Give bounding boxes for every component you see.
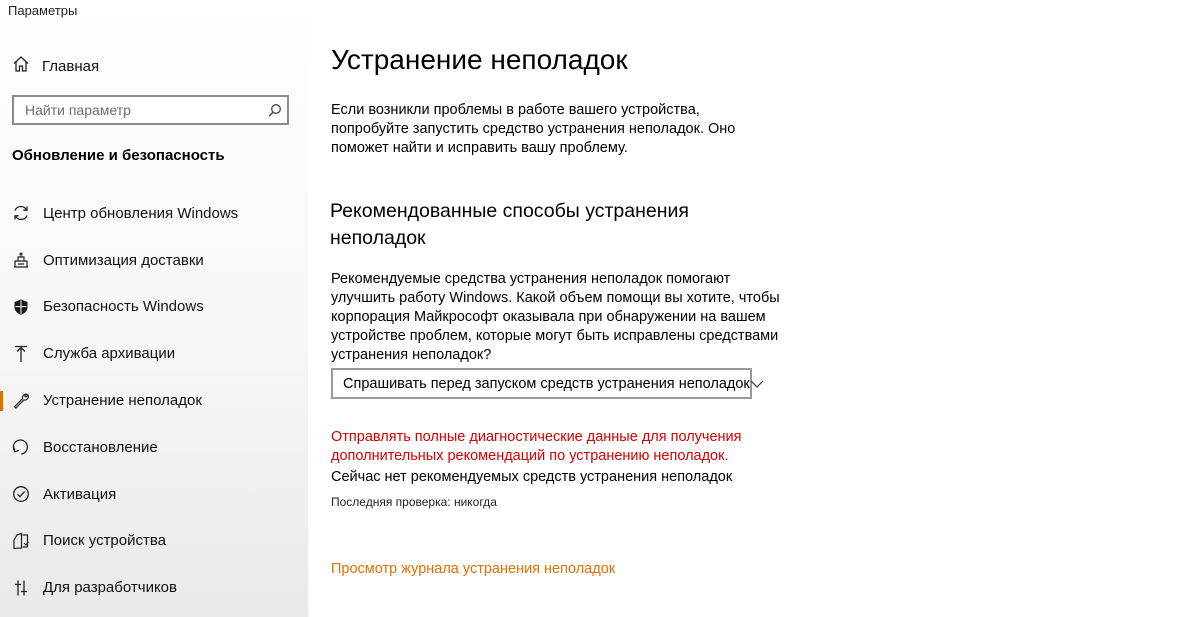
home-nav-item[interactable] (12, 56, 99, 76)
status-text: Сейчас нет рекомендуемых средств устранения неполадок (331, 469, 733, 485)
developer-icon (11, 578, 31, 598)
sidebar-item-troubleshoot[interactable] (0, 377, 308, 424)
sidebar-item-label: Восстановление (43, 438, 158, 456)
intro-text: Если возникли проблемы в работе вашего устройства, попробуйте запустить средство устранения неполадок. Оно поможет найти и исправить вашу проблему. (331, 102, 736, 156)
search-box[interactable] (12, 95, 289, 125)
page-title: Устранение неполадок (331, 44, 628, 75)
recommended-section-title: Рекомендованные способы устранения неполадок (330, 200, 689, 249)
sidebar-item-label: Служба архивации (43, 345, 176, 363)
sidebar-item-activation[interactable] (0, 471, 308, 518)
chevron-down-icon (750, 380, 764, 388)
recovery-icon (11, 437, 31, 457)
shield-icon (11, 297, 31, 317)
sidebar-item-label: Центр обновления Windows (43, 204, 239, 222)
troubleshoot-preference-dropdown[interactable] (331, 368, 752, 399)
sidebar-item-label: Оптимизация доставки (43, 251, 204, 269)
sync-icon (11, 203, 31, 223)
sidebar-item-label: Активация (43, 485, 117, 503)
sidebar-item-developers[interactable] (0, 564, 308, 611)
sidebar-item-backup[interactable] (0, 330, 308, 377)
sidebar-item-find-device[interactable] (0, 518, 308, 565)
sidebar-item-label: Для разработчиков (43, 579, 177, 597)
diagnostic-data-link[interactable]: Отправлять полные диагностические данные для получения дополнительных рекомендаций по устранению неполадок. (331, 429, 742, 464)
sidebar-item-windows-update[interactable] (0, 190, 308, 237)
section-title: Обновление и безопасность (12, 147, 225, 164)
last-check-text: Последняя проверка: никогда (331, 495, 497, 509)
search-icon[interactable] (263, 97, 287, 123)
search-input[interactable] (14, 97, 263, 123)
recommended-description: Рекомендуемые средства устранения неполадок помогают улучшить работу Windows. Какой объем помощи вы хотите, чтобы корпорация Майкрософт оказывала при обнаружении на вашем устройстве проблем, которые могут быть исправлены средствами устранения неполадок? (331, 271, 780, 363)
sidebar-item-label: Безопасность Windows (43, 298, 204, 316)
sidebar-item-label: Поиск устройства (43, 532, 167, 550)
sidebar-item-windows-security[interactable] (0, 284, 308, 331)
troubleshoot-history-link[interactable]: Просмотр журнала устранения неполадок (331, 561, 616, 577)
dropdown-selected-value: Спрашивать перед запуском средств устранения неполадок (343, 375, 750, 392)
sidebar-item-delivery-optimization[interactable] (0, 237, 308, 284)
find-device-icon (11, 531, 31, 551)
sidebar-item-label: Устранение неполадок (43, 392, 202, 410)
sidebar-item-recovery[interactable] (0, 424, 308, 471)
wrench-icon (11, 391, 31, 411)
content-pane (331, 0, 1200, 617)
sidebar (0, 0, 308, 617)
app-title: Параметры (8, 3, 78, 18)
home-icon (12, 55, 30, 78)
backup-arrow-icon (11, 344, 31, 364)
check-circle-icon (11, 484, 31, 504)
sidebar-nav (0, 190, 308, 611)
home-label: Главная (42, 57, 100, 75)
delivery-optimization-icon (11, 250, 31, 270)
